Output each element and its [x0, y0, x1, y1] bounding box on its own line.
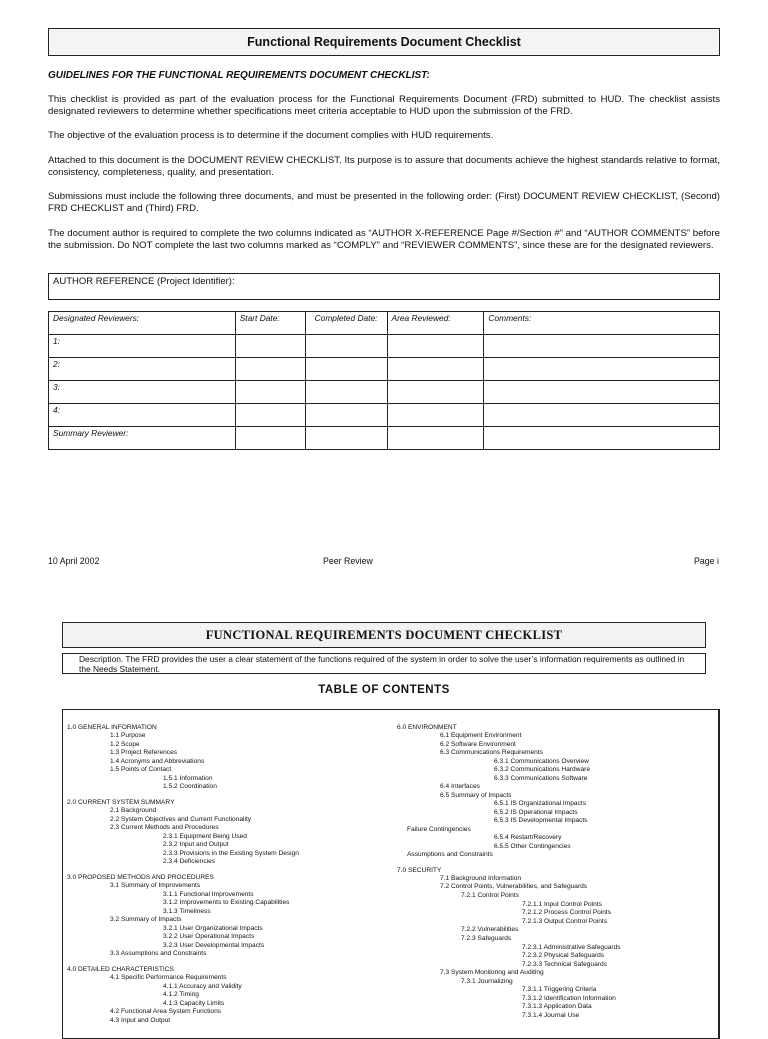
toc-entry: 2.0 CURRENT SYSTEM SUMMARY	[67, 799, 175, 806]
table-cell[interactable]	[387, 427, 484, 450]
toc-entry: 6.5.4 Restart/Recovery	[494, 834, 562, 841]
table-cell[interactable]	[484, 335, 720, 358]
toc-entry: 1.4 Acronyms and Abbreviations	[110, 758, 205, 765]
table-cell[interactable]	[305, 335, 387, 358]
toc-entry: 4.1.2 Timing	[163, 991, 199, 998]
table-cell[interactable]	[484, 381, 720, 404]
reviewer-label: 3:	[49, 381, 236, 404]
toc-entry: 6.2 Software Environment	[440, 741, 516, 748]
author-paragraph: The document author is required to complete the two columns indicated as “AUTHOR X-REFERENCE Page #/Section #” and “AUTHOR COMMENTS” before the submission. Do NOT complete the last two columns marked as “COMPLY” and “REVIEWER COMMENTS”, since these are for the designated reviewers.	[48, 228, 720, 251]
toc-entry: 3.3 Assumptions and Constraints	[110, 950, 207, 957]
toc-entry: 6.3.2 Communications Hardware	[494, 766, 591, 773]
table-cell[interactable]	[235, 427, 305, 450]
guidelines-heading: GUIDELINES FOR THE FUNCTIONAL REQUIREMENTS DOCUMENT CHECKLIST:	[48, 70, 430, 81]
toc-entry: 1.0 GENERAL INFORMATION	[67, 724, 157, 731]
toc-entry: 4.0 DETAILED CHARACTERISTICS	[67, 966, 174, 973]
footer-page-number: Page i	[694, 556, 719, 566]
toc-entry: 2.3.3 Provisions in the Existing System Design	[163, 850, 299, 857]
toc-entry: 3.2.3 User Developmental Impacts	[163, 942, 265, 949]
toc-entry: 2.3.2 Input and Output	[163, 841, 229, 848]
table-cell[interactable]	[387, 404, 484, 427]
toc-entry: 1.5.1 Information	[163, 775, 213, 782]
toc-entry: 1.2 Scope	[110, 741, 140, 748]
table-cell[interactable]	[305, 358, 387, 381]
toc-entry: 7.2 Control Points, Vulnerabilities, and Safeguards	[440, 883, 588, 890]
toc-entry: 6.0 ENVIRONMENT	[397, 724, 457, 731]
toc-entry: 3.2.2 User Operational Impacts	[163, 933, 255, 940]
toc-entry: 7.3.1 Journalizing	[461, 978, 513, 985]
toc-entry: 7.2.3.2 Physical Safeguards	[522, 952, 605, 959]
toc-entry: 3.2.1 User Organizational Impacts	[163, 925, 263, 932]
description-box: Description. The FRD provides the user a clear statement of the functions required of the system in order to solve the user’s information requirements as outlined in the Needs Statement.	[62, 653, 706, 674]
table-cell[interactable]	[484, 427, 720, 450]
submissions-paragraph: Submissions must include the following three documents, and must be presented in the following order: (First) DOCUMENT REVIEW CHECKLIST, (Second) FRD CHECKLIST and (Third) FRD.	[48, 191, 720, 214]
toc-entry: 6.4 Interfaces	[440, 783, 480, 790]
objective-paragraph: The objective of the evaluation process is to determine if the document complies with HUD requirements.	[48, 130, 494, 141]
toc-entry: 7.3 System Monitoring and Auditing	[440, 969, 544, 976]
toc-entry: 1.5.2 Coordination	[163, 783, 217, 790]
author-reference-field[interactable]	[48, 273, 720, 300]
table-row	[49, 427, 720, 450]
toc-entry: 7.2.3 Safeguards	[461, 935, 512, 942]
toc-entry: Assumptions and Constraints	[407, 851, 493, 858]
toc-entry: 7.2.3.3 Technical Safeguards	[522, 961, 607, 968]
table-cell[interactable]	[484, 404, 720, 427]
toc-entry: 6.3 Communications Requirements	[440, 749, 543, 756]
document-title: Functional Requirements Document Checklist	[48, 28, 720, 56]
table-row	[49, 381, 720, 404]
toc-entry: 3.1.3 Timeliness	[163, 908, 211, 915]
footer-center: Peer Review	[323, 556, 373, 566]
toc-entry: 4.1 Specific Performance Requirements	[110, 974, 227, 981]
toc-entry: 6.5.1 IS Organizational Impacts	[494, 800, 586, 807]
toc-entry: 6.3.3 Communications Software	[494, 775, 588, 782]
toc-entry: 7.2.1.2 Process Control Points	[522, 909, 612, 916]
table-of-contents	[62, 709, 720, 1039]
reviewer-label: 1:	[49, 335, 236, 358]
intro-paragraph: This checklist is provided as part of the evaluation process for the Functional Requirements Document (FRD) submitted to HUD. The checklist assists designated reviewers to determine whether specifications meet criteria acceptable to HUD upon the submission of the FRD.	[48, 94, 720, 117]
table-cell[interactable]	[235, 358, 305, 381]
toc-entry: 7.0 SECURITY	[397, 867, 442, 874]
toc-entry: 6.5.2 IS Operational Impacts	[494, 809, 578, 816]
toc-entry: 2.3.1 Equipment Being Used	[163, 833, 247, 840]
toc-entry: 1.3 Project References	[110, 749, 178, 756]
header-designated-reviewers: Designated Reviewers:	[49, 312, 236, 335]
toc-entry: 6.3.1 Communications Overview	[494, 758, 589, 765]
toc-entry: 1.5 Points of Contact	[110, 766, 172, 773]
toc-entry: 2.3 Current Methods and Procedures	[110, 824, 219, 831]
table-cell[interactable]	[235, 335, 305, 358]
reviewer-label: 2:	[49, 358, 236, 381]
toc-entry: 2.1 Background	[110, 807, 157, 814]
table-cell[interactable]	[235, 381, 305, 404]
checklist-title: FUNCTIONAL REQUIREMENTS DOCUMENT CHECKLIST	[62, 622, 706, 648]
toc-entry: 2.3.4 Deficiencies	[163, 858, 216, 865]
toc-entry: 4.1.1 Accuracy and Validity	[163, 983, 242, 990]
reviewer-table	[48, 311, 720, 450]
toc-entry: 7.1 Background Information	[440, 875, 522, 882]
reviewer-label: 4:	[49, 404, 236, 427]
toc-entry: 7.2.1.3 Output Control Points	[522, 918, 608, 925]
table-cell[interactable]	[387, 335, 484, 358]
table-row	[49, 335, 720, 358]
toc-entry: 6.1 Equipment Environment	[440, 732, 522, 739]
reviewer-label: Summary Reviewer:	[49, 427, 236, 450]
footer-date: 10 April 2002	[48, 556, 100, 566]
toc-entry: 2.2 System Objectives and Current Functionality	[110, 816, 252, 823]
toc-entry: 4.2 Functional Area System Functions	[110, 1008, 222, 1015]
toc-entry: 7.2.3.1 Administrative Safeguards	[522, 944, 621, 951]
table-cell[interactable]	[305, 427, 387, 450]
header-comments: Comments:	[484, 312, 720, 335]
toc-entry: 6.5.5 Other Contingencies	[494, 843, 571, 850]
toc-entry: 7.3.1.3 Application Data	[522, 1003, 592, 1010]
toc-entry: 3.0 PROPOSED METHODS AND PROCEDURES	[67, 874, 214, 881]
header-completed-date: Completed Date:	[305, 312, 387, 335]
toc-entry: 1.1 Purpose	[110, 732, 146, 739]
toc-entry: 7.3.1.2 Identification Information	[522, 995, 616, 1002]
header-start-date: Start Date:	[235, 312, 305, 335]
toc-entry: Failure Contingencies	[407, 826, 471, 833]
toc-entry: 4.1.3 Capacity Limits	[163, 1000, 225, 1007]
toc-entry: 7.2.1 Control Points	[461, 892, 519, 899]
toc-entry: 7.3.1.4 Journal Use	[522, 1012, 580, 1019]
toc-entry: 7.2.1.1 Input Control Points	[522, 901, 602, 908]
table-cell[interactable]	[484, 358, 720, 381]
toc-entry: 6.5.3 IS Developmental Impacts	[494, 817, 588, 824]
table-cell[interactable]	[387, 358, 484, 381]
attached-paragraph: Attached to this document is the DOCUMENT REVIEW CHECKLIST. Its purpose is to assure that documents achieve the highest standards relative to format, consistency, completeness, quality, and presentation.	[48, 155, 720, 178]
table-row	[49, 404, 720, 427]
toc-entry: 3.1.2 Improvements to Existing Capabilities	[163, 899, 290, 906]
table-cell[interactable]	[305, 381, 387, 404]
toc-entry: 7.3.1.1 Triggering Criteria	[522, 986, 597, 993]
reviewer-table-header	[49, 312, 720, 335]
toc-entry: 3.2 Summary of Impacts	[110, 916, 182, 923]
author-reference-label: AUTHOR REFERENCE (Project Identifier):	[53, 276, 235, 287]
table-cell[interactable]	[235, 404, 305, 427]
toc-title: TABLE OF CONTENTS	[318, 684, 450, 696]
toc-entry: 4.3 Input and Output	[110, 1017, 171, 1024]
toc-entry: 6.5 Summary of Impacts	[440, 792, 512, 799]
toc-entry: 3.1.1 Functional Improvements	[163, 891, 254, 898]
table-cell[interactable]	[387, 381, 484, 404]
header-area-reviewed: Area Reviewed:	[387, 312, 484, 335]
toc-entry: 7.2.2 Vulnerabilities	[461, 926, 519, 933]
toc-entry: 3.1 Summary of Improvements	[110, 882, 201, 889]
table-cell[interactable]	[305, 404, 387, 427]
table-row	[49, 358, 720, 381]
